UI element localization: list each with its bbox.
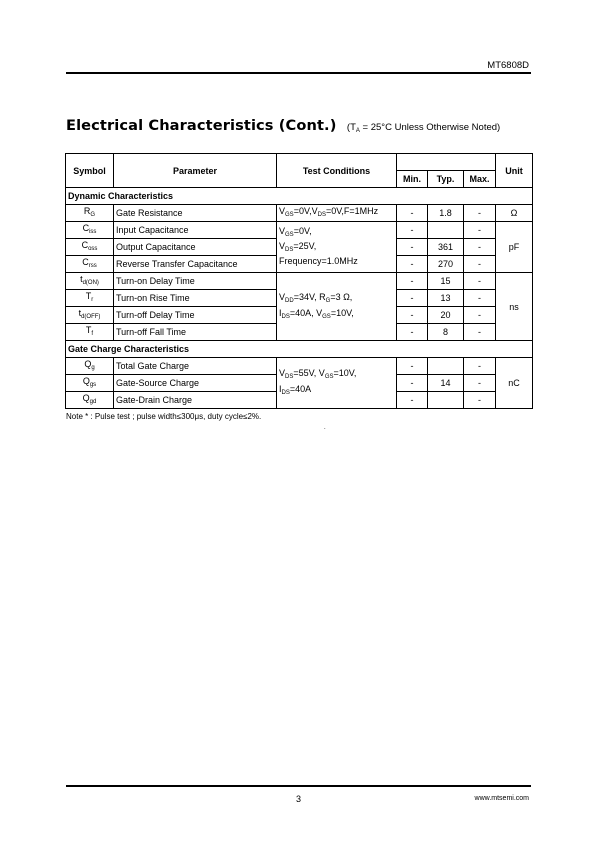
table-row bbox=[66, 222, 533, 239]
typ-cell: 8 bbox=[428, 324, 464, 341]
typ-cell: 361 bbox=[428, 239, 464, 256]
typ-cell bbox=[428, 392, 464, 409]
table-header-row bbox=[66, 154, 533, 171]
unit-cell: Ω bbox=[496, 205, 533, 222]
spec-table bbox=[65, 153, 533, 409]
header-min: Min. bbox=[397, 171, 428, 188]
symbol-cell: $Q_g$ bbox=[66, 358, 114, 375]
table-row bbox=[66, 205, 533, 222]
website-link[interactable]: www.mtsemi.com bbox=[474, 795, 529, 802]
max-cell: - bbox=[464, 324, 496, 341]
section-row bbox=[66, 341, 533, 358]
min-cell: - bbox=[397, 358, 428, 375]
min-cell: - bbox=[397, 392, 428, 409]
conditions-cell: $V_{DD}=34V$, $R_G=3$ Ω, $I_{DS}=40A$, $V_{GS}=10V$, bbox=[277, 273, 397, 341]
max-cell: - bbox=[464, 392, 496, 409]
parameter-cell: Total Gate Charge bbox=[114, 358, 277, 375]
max-cell: - bbox=[464, 290, 496, 307]
symbol-cell: $Q_{gs}$ bbox=[66, 375, 114, 392]
max-cell: - bbox=[464, 375, 496, 392]
parameter-cell: Output Capacitance bbox=[114, 239, 277, 256]
header-symbol: Symbol bbox=[66, 154, 114, 188]
max-cell: - bbox=[464, 239, 496, 256]
typ-cell: 13 bbox=[428, 290, 464, 307]
typ-cell: 14 bbox=[428, 375, 464, 392]
min-cell: - bbox=[397, 205, 428, 222]
stray-mark: . bbox=[324, 425, 326, 431]
symbol-cell: $T_r$ bbox=[66, 290, 114, 307]
unit-cell: pF bbox=[496, 222, 533, 273]
max-cell: - bbox=[464, 256, 496, 273]
min-cell: - bbox=[397, 290, 428, 307]
symbol-cell: $Q_{gd}$ bbox=[66, 392, 114, 409]
footer-rule bbox=[66, 785, 531, 787]
unit-cell: ns bbox=[496, 273, 533, 341]
typ-cell: 15 bbox=[428, 273, 464, 290]
title-condition: ($T_A = 25^\circ C$ Unless Otherwise Noted) bbox=[346, 122, 501, 134]
header-max: Max. bbox=[464, 171, 496, 188]
header-typ: Typ. bbox=[428, 171, 464, 188]
conditions-cell: $V_{DS}=55V$, $V_{GS}=10V$, $I_{DS}=40A$ bbox=[277, 358, 397, 409]
unit-cell: nC bbox=[496, 358, 533, 409]
max-cell: - bbox=[464, 307, 496, 324]
section-title bbox=[66, 117, 500, 135]
max-cell: - bbox=[464, 273, 496, 290]
typ-cell: 20 bbox=[428, 307, 464, 324]
parameter-cell: Turn-on Rise Time bbox=[114, 290, 277, 307]
section-gate-charge: Gate Charge Characteristics bbox=[66, 341, 533, 358]
parameter-cell: Input Capacitance bbox=[114, 222, 277, 239]
min-cell: - bbox=[397, 222, 428, 239]
min-cell: - bbox=[397, 273, 428, 290]
symbol-cell: $C_{oss}$ bbox=[66, 239, 114, 256]
header-unit: Unit bbox=[496, 154, 533, 188]
parameter-cell: Gate-Drain Charge bbox=[114, 392, 277, 409]
symbol-cell: $t_{d(ON)}$ bbox=[66, 273, 114, 290]
symbol-cell: $C_{rss}$ bbox=[66, 256, 114, 273]
section-row bbox=[66, 188, 533, 205]
min-cell: - bbox=[397, 256, 428, 273]
max-cell: - bbox=[464, 358, 496, 375]
table-row bbox=[66, 358, 533, 375]
symbol-cell: $C_{iss}$ bbox=[66, 222, 114, 239]
min-cell: - bbox=[397, 239, 428, 256]
conditions-cell: $V_{GS}=0V$, $V_{DS}=25V$, Frequency=1.0MHz bbox=[277, 222, 397, 273]
header-parameter: Parameter bbox=[114, 154, 277, 188]
parameter-cell: Reverse Transfer Capacitance bbox=[114, 256, 277, 273]
page-number: 3 bbox=[296, 794, 302, 804]
part-number: MT6808D bbox=[487, 60, 529, 71]
parameter-cell: Gate Resistance bbox=[114, 205, 277, 222]
title-main: Electrical Characteristics (Cont.) bbox=[66, 117, 337, 134]
typ-cell bbox=[428, 222, 464, 239]
parameter-cell: Turn-on Delay Time bbox=[114, 273, 277, 290]
typ-cell bbox=[428, 358, 464, 375]
symbol-cell: $R_G$ bbox=[66, 205, 114, 222]
symbol-cell: $T_f$ bbox=[66, 324, 114, 341]
max-cell: - bbox=[464, 205, 496, 222]
typ-cell: 270 bbox=[428, 256, 464, 273]
table-row bbox=[66, 273, 533, 290]
max-cell: - bbox=[464, 222, 496, 239]
footnote: Note * : Pulse test ; pulse width≤300μs, duty cycle≤2%. bbox=[66, 412, 262, 421]
symbol-cell: $t_{d(OFF)}$ bbox=[66, 307, 114, 324]
typ-cell: 1.8 bbox=[428, 205, 464, 222]
min-cell: - bbox=[397, 375, 428, 392]
conditions-cell: $V_{GS}=0V,V_{DS}=0V,F=1MHz$ bbox=[277, 205, 397, 222]
parameter-cell: Turn-off Fall Time bbox=[114, 324, 277, 341]
min-cell: - bbox=[397, 324, 428, 341]
min-cell: - bbox=[397, 307, 428, 324]
section-dynamic: Dynamic Characteristics bbox=[66, 188, 533, 205]
parameter-cell: Gate-Source Charge bbox=[114, 375, 277, 392]
header-rule bbox=[66, 72, 531, 74]
header-test-conditions: Test Conditions bbox=[277, 154, 397, 188]
header-values-group bbox=[397, 154, 496, 171]
parameter-cell: Turn-off Delay Time bbox=[114, 307, 277, 324]
